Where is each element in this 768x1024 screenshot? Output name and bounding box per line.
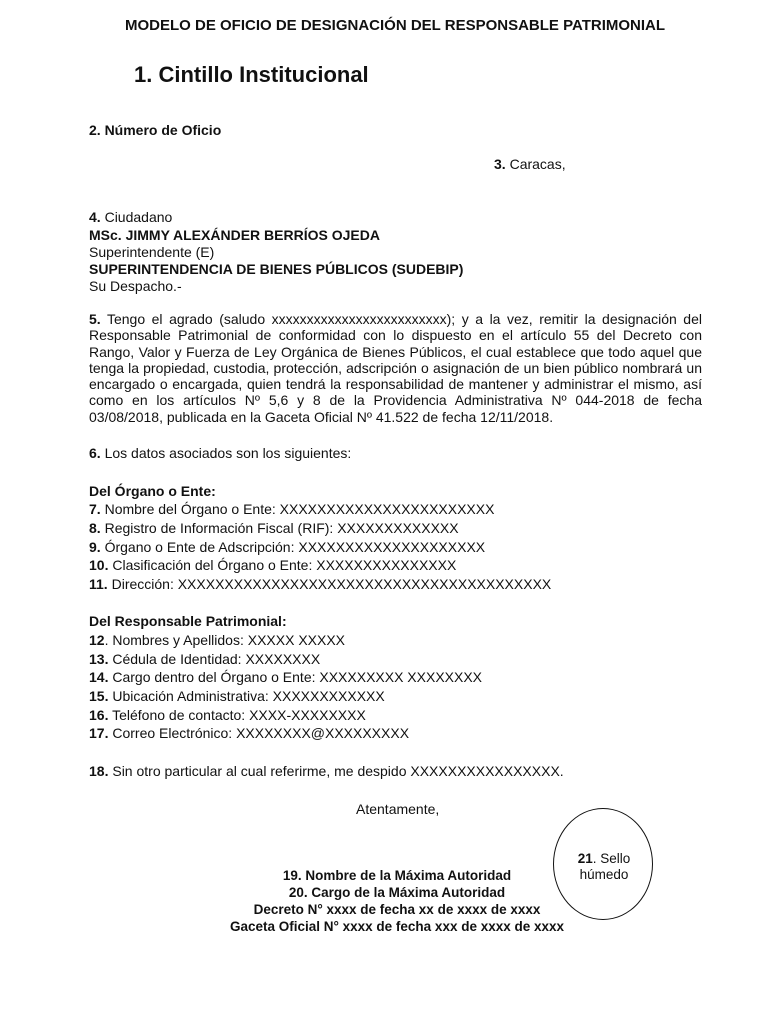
list-item: 16. Teléfono de contacto: XXXX-XXXXXXXX — [89, 707, 366, 723]
list-item: 13. Cédula de Identidad: XXXXXXXX — [89, 651, 321, 667]
office-number: 2. Número de Oficio — [89, 122, 222, 138]
recipient-position: Superintendente (E) — [89, 244, 215, 260]
list-item: 8. Registro de Información Fiscal (RIF): XXXXXXXXXXXXX — [89, 520, 459, 536]
data-intro: 6. Los datos asociados son los siguientes: — [89, 445, 352, 461]
list-item: 11. Dirección: XXXXXXXXXXXXXXXXXXXXXXXXXXXXXXXXXXXXXXXX — [89, 576, 552, 592]
list-item: 7. Nombre del Órgano o Ente: XXXXXXXXXXXXXXXXXXXXXXX — [89, 501, 495, 517]
list-item: 14. Cargo dentro del Órgano o Ente: XXXXXXXXX XXXXXXXX — [89, 669, 483, 685]
sign-off: Atentamente, — [356, 801, 440, 817]
list-item: 15. Ubicación Administrativa: XXXXXXXXXXXX — [89, 688, 385, 704]
seal-circle — [553, 808, 653, 920]
city-line: 3. Caracas, — [494, 156, 566, 172]
organ-section-title: Del Órgano o Ente: — [89, 483, 216, 499]
closing-line: 18. Sin otro particular al cual referirme, me despido XXXXXXXXXXXXXXXX. — [89, 763, 564, 779]
recipient-salutation: 4. Ciudadano — [89, 209, 173, 225]
recipient-office: Su Despacho.- — [89, 278, 182, 294]
signature-gazette: Gaceta Oficial N° xxxx de fecha xxx de xxxx de xxxx — [229, 919, 565, 934]
signature-position: 20. Cargo de la Máxima Autoridad — [288, 885, 506, 900]
responsible-section-title: Del Responsable Patrimonial: — [89, 613, 287, 629]
seal-label: 21. Sello húmedo — [577, 851, 631, 882]
list-item: 17. Correo Electrónico: XXXXXXXX@XXXXXXXXX — [89, 725, 410, 741]
signature-decree: Decreto N° xxxx de fecha xx de xxxx de xxxx — [253, 902, 541, 917]
list-item: 12. Nombres y Apellidos: XXXXX XXXXX — [89, 632, 346, 648]
signature-name: 19. Nombre de la Máxima Autoridad — [282, 868, 512, 883]
body-paragraph: 5. Tengo el agrado (saludo xxxxxxxxxxxxxxxxxxxxxxxxx); y a la vez, remitir la designación del Responsable Patrimonial de conformidad con lo dispuesto en el artículo 55 del Decreto con Rango, Valor y Fuerza de Ley Orgánica de Bienes Públicos, el cual establece que todo aquel que tenga la propiedad, custodia, protección, adscripción o asignación de un bien público nombrará un encargado o encargada, quien tendrá la responsabilidad de mantener y administrar el mismo, así como en los artículos Nº 5,6 y 8 de la Providencia Administrativa Nº 044-2018 de fecha 03/08/2018, publicada en la Gaceta Oficial Nº 41.522 de fecha 12/11/2018. — [89, 311, 702, 425]
recipient-institution: SUPERINTENDENCIA DE BIENES PÚBLICOS (SUDEBIP) — [89, 261, 464, 277]
document-title: MODELO DE OFICIO DE DESIGNACIÓN DEL RESPONSABLE PATRIMONIAL — [124, 17, 666, 34]
list-item: 10. Clasificación del Órgano o Ente: XXXXXXXXXXXXXXX — [89, 557, 457, 573]
letterhead-heading: 1. Cintillo Institucional — [134, 62, 369, 87]
list-item: 9. Órgano o Ente de Adscripción: XXXXXXXXXXXXXXXXXXXX — [89, 539, 486, 555]
recipient-name: MSc. JIMMY ALEXÁNDER BERRÍOS OJEDA — [89, 227, 380, 243]
